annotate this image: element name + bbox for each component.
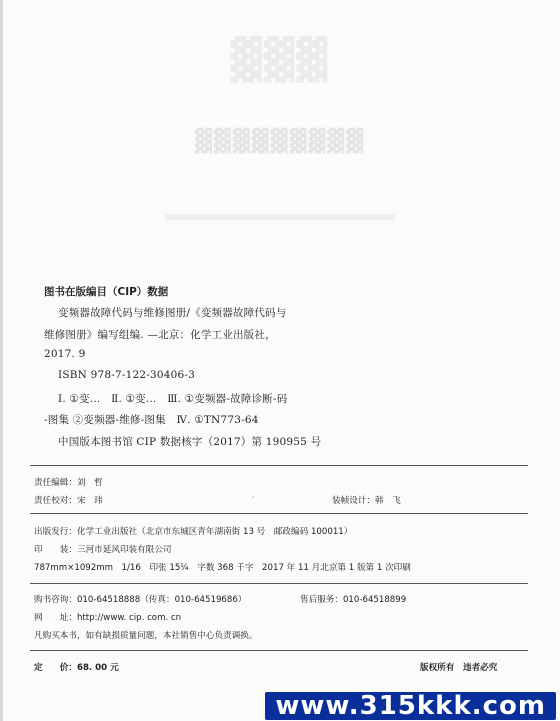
credit-designer: 装帧设计：韩 飞 [332, 496, 401, 506]
rights-line: 版权所有 违者必究 [420, 663, 498, 673]
ghost-cover-title: ▓▓▓ [230, 36, 330, 83]
notice-line: 凡购买本书，如有缺损质量问题，本社销售中心负责调换。 [34, 631, 258, 641]
divider-1 [30, 465, 528, 466]
price-line: 定 价：68. 00 元 [34, 663, 119, 673]
specs-line: 787mm×1092mm 1/16 印张 15¼ 字数 368 千字 2017 年 11 月北京第 1 版第 1 次印刷 [34, 563, 411, 573]
ghost-cover-line [165, 214, 395, 220]
page-edge [0, 0, 3, 721]
cip-title-line-1: 变频器故障代码与维修图册/《变频器故障代码与 [58, 307, 287, 319]
divider-2 [30, 513, 528, 514]
divider-4 [30, 650, 528, 651]
ghost-cover-subtitle: ▓▓▓▓▓▓▓▓▓ [194, 128, 366, 154]
divider-3 [30, 583, 528, 584]
website-line: 网 址：http://www. cip. com. cn [34, 613, 182, 623]
cip-title-line-2: 维修图册》编写组编. —北京：化学工业出版社， [44, 329, 276, 341]
credit-proofreader: 责任校对：宋 玮 [34, 496, 103, 506]
cip-date: 2017. 9 [44, 348, 86, 360]
dot-mark: · [252, 493, 255, 502]
credit-editor: 责任编辑：刘 哲 [34, 478, 103, 488]
service-line: 售后服务：010-64518899 [300, 595, 407, 605]
cip-library-record: 中国版本图书馆 CIP 数据核字（2017）第 190955 号 [58, 436, 322, 448]
cip-section-title: 图书在版编目（CIP）数据 [44, 286, 169, 298]
cip-classification-line-2: -图集 ②变频器-维修-图集 Ⅳ. ①TN773-64 [44, 414, 259, 426]
cip-isbn: ISBN 978-7-122-30406-3 [58, 369, 196, 381]
publisher-line: 出版发行：化学工业出版社（北京市东城区青年湖南街 13 号 邮政编码 100011） [34, 527, 353, 537]
printer-line: 印 装：三河市延风印装有限公司 [34, 545, 172, 555]
purchase-line: 购书咨询：010-64518888（传真：010-64519686） [34, 595, 247, 605]
site-watermark: www.315kkk.com [265, 692, 556, 720]
cip-classification-line-1: Ⅰ. ①变… Ⅱ. ①变… Ⅲ. ①变频器-故障诊断-码 [58, 393, 288, 405]
